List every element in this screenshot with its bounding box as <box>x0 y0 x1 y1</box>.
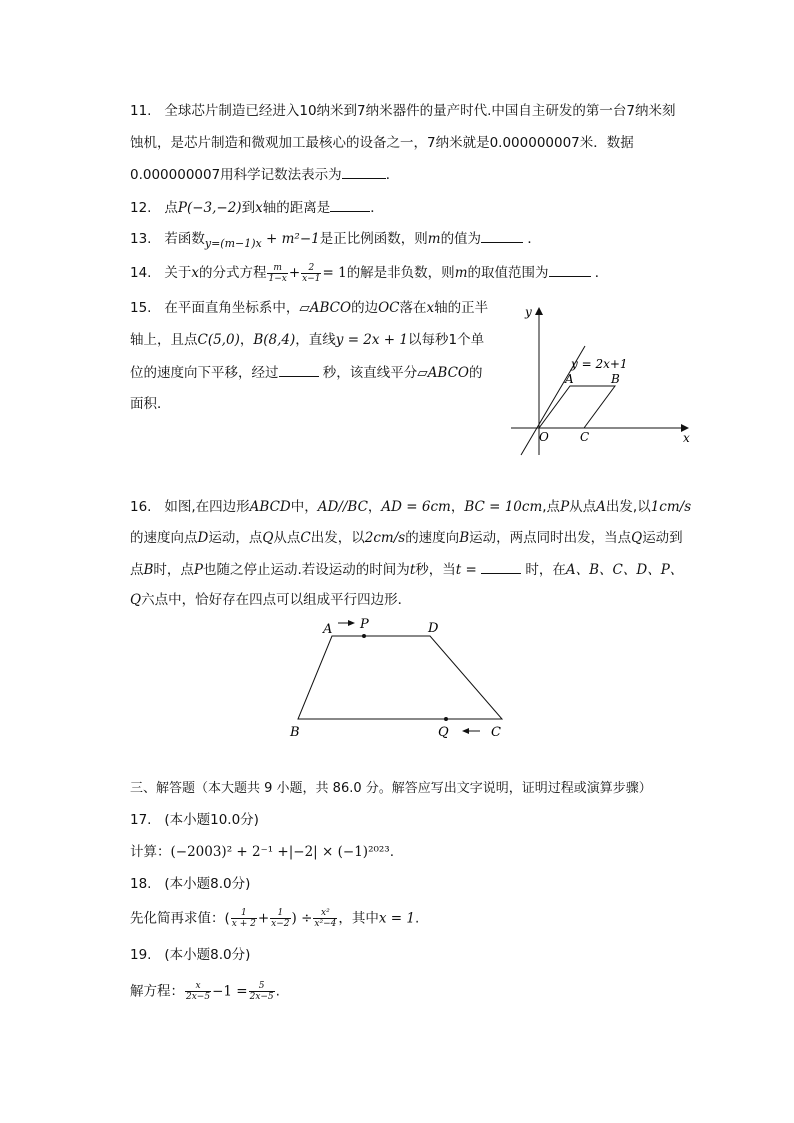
q14-f1-den: 1−x <box>268 273 287 284</box>
q16-q: Q <box>262 530 274 546</box>
q16-line3 <box>130 559 683 580</box>
q14-text-b: 的分式方程 <box>198 265 267 281</box>
q14-text-c: 的解是非负数，则 <box>346 265 455 281</box>
q11-end: ． <box>385 167 400 183</box>
q16-text-3c: 也随之停止运动.若设运动的时间为 <box>203 562 410 578</box>
q11-text2: 蚀机，是芯片制造和微观加工最核心的设备之一，7纳米就是0.000000007米．数据 <box>130 135 634 151</box>
q16-ad: AD = 6cm <box>381 499 451 515</box>
q16-number: 16. <box>130 499 152 515</box>
q14-x: x <box>191 265 199 281</box>
q13-end: ． <box>527 231 541 247</box>
q16-text-3e: 时，在 <box>525 562 566 578</box>
q19-body <box>130 981 280 1002</box>
q18-text-b: ) ÷ <box>291 910 313 927</box>
q11-text3: 0.000000007用科学记数法表示为 <box>130 167 342 183</box>
fig16-label-a: A <box>323 622 333 637</box>
q18-f2-num: 1 <box>270 908 290 919</box>
q14-number: 14. <box>130 265 152 281</box>
q18-plus: + <box>257 910 270 927</box>
q16-p2: P <box>193 562 204 578</box>
q15-text-4: 面积． <box>130 396 171 412</box>
q19-f1-num: x <box>185 981 211 992</box>
q11-answer-blank[interactable] <box>342 164 386 179</box>
q11-line1 <box>130 101 676 121</box>
q14-f2-den: x−1 <box>302 273 321 284</box>
q15-text-1a: 在平面直角坐标系中，▱ <box>164 300 310 316</box>
q15-text-3c: 的 <box>469 365 483 381</box>
q12-text-c: 轴的距离是 <box>262 200 331 216</box>
q13-number: 13. <box>130 231 152 247</box>
q16-parallel: AD//BC <box>317 499 368 515</box>
q17-number: 17. <box>130 812 152 828</box>
q14-answer-blank[interactable] <box>549 262 591 277</box>
point-p <box>362 634 366 638</box>
q14-f2-num: 2 <box>301 263 321 274</box>
q15-text-3b: 秒，该直线平分▱ <box>322 365 428 381</box>
q16-answer-blank[interactable] <box>481 559 521 574</box>
q12-end: ． <box>370 200 384 216</box>
fig-label-b: B <box>611 372 620 386</box>
fig-label-y: y <box>525 305 532 319</box>
fig16-label-b: B <box>290 725 300 740</box>
q18-number: 18. <box>130 876 152 892</box>
q12-point: P(−3,−2) <box>177 200 242 216</box>
q15-line4 <box>130 394 171 414</box>
q14-f1-num: m <box>267 263 287 274</box>
q18-score: (本小题8.0分) <box>164 876 251 892</box>
fig-label-c: C <box>580 430 590 444</box>
fig16-label-p: P <box>360 617 369 632</box>
fig-label-o: O <box>539 430 549 444</box>
q12-x: x <box>255 200 263 216</box>
q15-text-1c: 落在 <box>399 300 427 316</box>
q15-line-eq: y = 2x + 1 <box>335 332 408 348</box>
q15-comma: ， <box>239 332 254 348</box>
q15-line2 <box>130 330 484 350</box>
q12-answer-blank[interactable] <box>330 197 370 212</box>
q15-x: x <box>426 300 435 316</box>
q15-figure <box>505 300 705 460</box>
q14-fraction1 <box>267 263 287 284</box>
q18-f3-num: x² <box>313 908 337 919</box>
q14-m: m <box>454 265 468 281</box>
q16-text-3b: 时，点 <box>153 562 194 578</box>
q12-text-b: 到 <box>241 200 256 216</box>
q16-speed1: 1cm/s <box>650 499 692 515</box>
fig16-label-q: Q <box>438 725 449 740</box>
q15-point-b: B(8,4) <box>253 332 296 348</box>
q18-fraction2 <box>270 908 290 929</box>
q19-fraction2 <box>249 981 275 1002</box>
fig-label-a: A <box>565 372 574 386</box>
q16-text-2d: 出发，以 <box>310 530 365 546</box>
q18-end: . <box>414 910 420 927</box>
q16-q2: Q <box>631 530 643 546</box>
q14-plus: + <box>288 265 301 281</box>
q16-text-2c: 从点 <box>273 530 301 546</box>
q15-line1 <box>130 298 488 318</box>
q17-end: . <box>389 844 395 860</box>
q12-line <box>130 197 384 218</box>
q16-text-2g: 运动到 <box>642 530 683 546</box>
q13-expr1: y=(m−1)x <box>204 237 262 250</box>
fig-label-x: x <box>683 431 690 445</box>
q18-f2-den: x−2 <box>271 919 290 929</box>
q15-line3 <box>130 362 483 383</box>
q15-text-2b: ，直线 <box>295 332 336 348</box>
q16-text-2f: 运动，两点同时出发，当点 <box>469 530 632 546</box>
q15-answer-blank[interactable] <box>279 362 319 377</box>
q16-text-3d: 秒，当 <box>415 562 456 578</box>
arrow-p-head <box>348 620 355 626</box>
q17-header <box>130 810 259 830</box>
q16-text-1a: 如图,在四边形 <box>164 499 250 515</box>
q19-f2-den: 2x−5 <box>249 992 274 1002</box>
point-q <box>444 717 448 721</box>
q19-number: 19. <box>130 947 152 963</box>
q16-d: D <box>197 530 209 546</box>
q14-eq: = 1 <box>322 265 347 281</box>
fig-label-line: y = 2x+1 <box>571 357 628 371</box>
fig16-label-d: D <box>428 621 439 636</box>
q15-text-2a: 轴上，且点 <box>130 332 198 348</box>
q16-text-2e: 的速度向 <box>405 530 460 546</box>
q16-t: t <box>409 562 416 578</box>
q14-text-a: 关于 <box>164 265 192 281</box>
q16-bc: BC = 10cm <box>464 499 543 515</box>
q19-f2-num: 5 <box>249 981 275 992</box>
q19-text-a: 解方程： <box>130 983 184 1000</box>
q16-text-2b: 运动，点 <box>208 530 263 546</box>
q16-text-1d: 从点 <box>569 499 597 515</box>
q16-line4 <box>130 590 411 610</box>
q16-c: C <box>300 530 311 546</box>
q15-oc: OC <box>378 300 400 316</box>
fig16-label-c: C <box>491 725 501 740</box>
q13-expr2: + m²−1 <box>266 231 320 247</box>
section-3-title: 三、解答题（本大题共 9 小题，共 86.0 分。解答应写出文字说明，证明过程或演算步骤） <box>130 781 652 796</box>
q13-text-c: 的值为 <box>440 231 482 247</box>
q16-text-1b: 中， <box>290 499 318 515</box>
q18-header <box>130 874 250 894</box>
q18-f3-den: x²−4 <box>314 919 337 929</box>
q11-text1: 全球芯片制造已经进入10纳米到7纳米器件的量产时代.中国自主研发的第一台7纳米刻 <box>164 103 676 119</box>
q18-fraction1 <box>231 908 257 929</box>
arrow-q-head <box>462 728 469 734</box>
q13-m: m <box>427 231 441 247</box>
q15-text-1b: 的边 <box>351 300 379 316</box>
q18-fraction3 <box>313 908 337 929</box>
q16-comma1: ， <box>367 499 382 515</box>
q17-text-a: 计算： <box>130 844 171 860</box>
q16-b2: B <box>143 562 154 578</box>
q11-number: 11. <box>130 103 152 119</box>
q12-text-a: 点 <box>164 200 178 216</box>
q16-abcd: ABCD <box>249 499 291 515</box>
q15-point-c: C(5,0) <box>197 332 240 348</box>
q15-number: 15. <box>130 300 152 316</box>
q16-line2 <box>130 528 683 548</box>
parallelogram-abco <box>539 386 615 428</box>
q16-text-3a: 点 <box>130 562 144 578</box>
q19-score: (本小题8.0分) <box>164 947 251 963</box>
q14-line <box>130 262 608 284</box>
q11-line2 <box>130 133 634 153</box>
q14-fraction2 <box>301 263 321 284</box>
q16-text-4b: 六点中，恰好存在四点可以组成平行四边形． <box>141 592 412 608</box>
q15-abco2: ABCO <box>427 365 470 381</box>
q17-body <box>130 842 394 862</box>
q16-q3: Q <box>130 592 142 608</box>
q11-line3 <box>130 164 399 185</box>
q16-figure <box>280 612 520 742</box>
q18-text-a: 先化简再求值：( <box>130 910 230 927</box>
q16-p: P <box>560 499 570 515</box>
q16-text-1e: 出发,以 <box>605 499 651 515</box>
q16-a: A <box>596 499 606 515</box>
q18-condition: x = 1 <box>378 910 415 927</box>
q12-number: 12. <box>130 200 152 216</box>
q15-text-1d: 轴的正半 <box>434 300 489 316</box>
q13-text-b: 是正比例函数，则 <box>319 231 428 247</box>
q13-line <box>130 228 541 250</box>
q18-text-c: ，其中 <box>338 910 379 927</box>
q16-t-eq: t = <box>455 562 477 578</box>
q14-end: ． <box>594 265 609 281</box>
q18-body <box>130 908 419 929</box>
q16-text-1c: ,点 <box>542 499 561 515</box>
q13-answer-blank[interactable] <box>481 228 523 243</box>
q17-expression: (−2003)² + 2⁻¹ +|−2| × (−1)²⁰²³ <box>170 844 390 860</box>
q15-abco: ABCO <box>309 300 352 316</box>
q16-line1 <box>130 497 691 517</box>
q19-header <box>130 945 250 965</box>
q19-fraction1 <box>185 981 211 1002</box>
q14-text-d: 的取值范围为 <box>467 265 549 281</box>
q18-f1-num: 1 <box>231 908 257 919</box>
trapezoid-abcd <box>298 636 502 719</box>
q16-speed2: 2cm/s <box>364 530 406 546</box>
q18-f1-den: x + 2 <box>231 919 256 929</box>
q16-comma2: ， <box>450 499 465 515</box>
q16-b: B <box>459 530 470 546</box>
q19-f1-den: 2x−5 <box>186 992 211 1002</box>
q17-score: (本小题10.0分) <box>164 812 259 828</box>
q19-minus: −1 = <box>212 983 248 1000</box>
q16-point-list: A、B、C、D、P、 <box>565 562 684 578</box>
q19-end: . <box>275 983 280 1000</box>
q15-text-3a: 位的速度向下平移，经过 <box>130 365 279 381</box>
q13-text-a: 若函数 <box>164 231 205 247</box>
q15-text-2c: 以每秒1个单 <box>408 332 485 348</box>
q16-text-2a: 的速度向点 <box>130 530 198 546</box>
